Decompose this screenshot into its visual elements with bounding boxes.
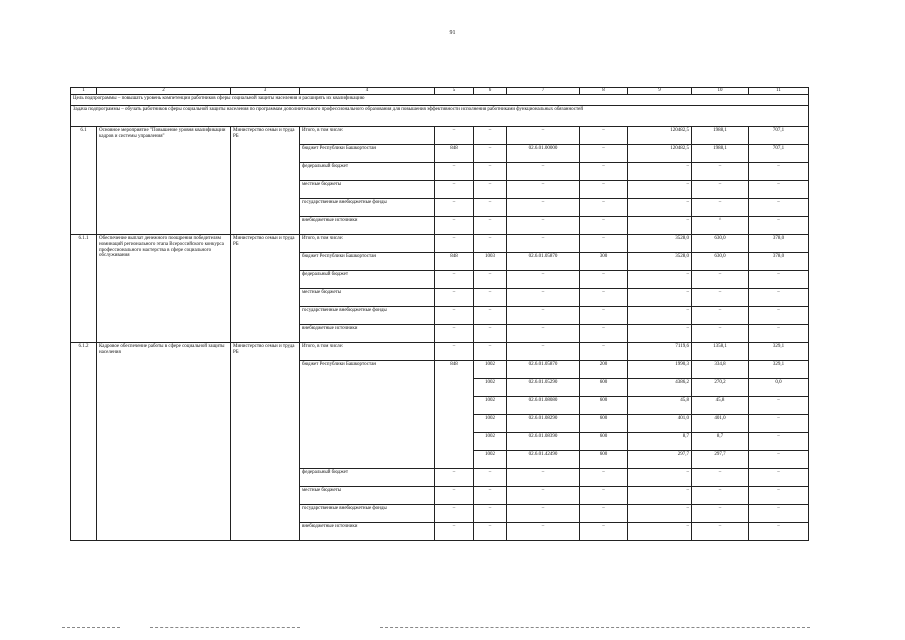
table-cell: 3528,0: [628, 253, 692, 271]
item-number: 6.1.1: [71, 235, 97, 343]
table-cell: –: [507, 235, 580, 253]
table-cell: 1002: [474, 433, 507, 451]
goal-row: [71, 95, 809, 106]
item-name: Кадровое обеспечение работы в сфере социальной защиты населения: [97, 343, 231, 541]
table-cell: 600: [580, 433, 628, 451]
table-cell: 848: [435, 145, 474, 163]
table-row: [71, 127, 809, 145]
table-cell: 120482,5: [628, 127, 692, 145]
table-cell: –: [474, 505, 507, 523]
table-cell: –: [749, 181, 809, 199]
table-cell: 630,0: [692, 235, 749, 253]
table-cell: –: [628, 181, 692, 199]
table-cell: –: [580, 523, 628, 541]
table-cell: –: [474, 523, 507, 541]
table-cell: –: [507, 307, 580, 325]
table-cell: –: [692, 325, 749, 343]
table-cell: –: [474, 199, 507, 217]
table-cell: 1990,3: [628, 361, 692, 379]
table-cell: 02.6.01.08080: [507, 397, 580, 415]
funding-source: местные бюджеты: [300, 289, 435, 307]
table-cell: –: [692, 469, 749, 487]
item-executor: Министерство семьи и труда РБ: [231, 127, 300, 235]
table-cell: –: [580, 469, 628, 487]
table-cell: –: [628, 469, 692, 487]
table-cell: –: [435, 505, 474, 523]
table-cell: –: [749, 469, 809, 487]
funding-source: местные бюджеты: [300, 487, 435, 505]
table-cell: 600: [580, 397, 628, 415]
item-number: 6.1: [71, 127, 97, 235]
table-cell: 02.6.01.05870: [507, 253, 580, 271]
table-cell: 707,1: [749, 127, 809, 145]
table-cell: –: [580, 217, 628, 235]
table-cell: –: [749, 397, 809, 415]
table-cell: –: [507, 343, 580, 361]
table-cell: –: [435, 163, 474, 181]
table-cell: 1002: [474, 361, 507, 379]
table-cell: –: [474, 487, 507, 505]
column-number: 5: [435, 88, 474, 95]
table-cell: 02.6.01.42490: [507, 451, 580, 469]
item-name: Обеспечение выплат денежного поощрения победителям номинаций регионального этапа Всероссийского конкурса профессионального мастерства в сфере социального обслуживания: [97, 235, 231, 343]
table-cell: 600: [580, 415, 628, 433]
funding-source: внебюджетные источники: [300, 325, 435, 343]
table-cell: –: [580, 145, 628, 163]
column-number: 11: [749, 88, 809, 95]
table-cell: 45,8: [692, 397, 749, 415]
column-number: 9: [628, 88, 692, 95]
table-cell: 848: [435, 361, 474, 469]
table-cell: –: [580, 307, 628, 325]
table-cell: 1003: [474, 253, 507, 271]
table-cell: 200: [580, 361, 628, 379]
funding-source: федеральный бюджет: [300, 163, 435, 181]
table-cell: –: [692, 505, 749, 523]
table-cell: –: [474, 307, 507, 325]
task-row: [71, 106, 809, 127]
table-cell: –: [580, 235, 628, 253]
program-table: [70, 87, 809, 541]
funding-source: государственные внебюджетные фонды: [300, 199, 435, 217]
table-row: [71, 343, 809, 361]
table-cell: –: [749, 505, 809, 523]
table-cell: –: [692, 307, 749, 325]
table-cell: –: [474, 343, 507, 361]
table-cell: –: [628, 505, 692, 523]
table-cell: –: [474, 469, 507, 487]
column-number: 4: [300, 88, 435, 95]
table-cell: 0,0: [749, 379, 809, 397]
table-cell: –: [749, 433, 809, 451]
table-cell: –: [692, 181, 749, 199]
table-cell: –: [749, 289, 809, 307]
table-cell: –: [580, 181, 628, 199]
table-cell: 8,7: [628, 433, 692, 451]
table-cell: –: [749, 487, 809, 505]
table-cell: –: [749, 451, 809, 469]
table-cell: –: [435, 271, 474, 289]
table-cell: –: [474, 181, 507, 199]
table-cell: –: [507, 127, 580, 145]
table-cell: 4386,2: [628, 379, 692, 397]
table-cell: –: [580, 163, 628, 181]
table-cell: 45,8: [628, 397, 692, 415]
table-cell: 02.6.01.08290: [507, 415, 580, 433]
table-cell: –: [749, 415, 809, 433]
table-cell: –: [435, 127, 474, 145]
table-cell: 378,0: [749, 235, 809, 253]
table-cell: 270,2: [692, 379, 749, 397]
table-cell: 329,1: [749, 343, 809, 361]
table-cell: 600: [580, 379, 628, 397]
table-cell: –: [628, 523, 692, 541]
table-cell: –: [507, 325, 580, 343]
table-cell: –: [435, 487, 474, 505]
table-cell: –: [474, 325, 507, 343]
table-cell: 848: [435, 253, 474, 271]
table-cell: 378,0: [749, 253, 809, 271]
table-cell: –: [749, 271, 809, 289]
table-cell: –: [749, 217, 809, 235]
column-number: 2: [97, 88, 231, 95]
table-cell: –: [435, 199, 474, 217]
table-cell: –: [507, 289, 580, 307]
goal-text: Цель подпрограммы – повышать уровень компетенции работников сферы социальной защиты населения и расширять их квалификацию: [71, 95, 809, 106]
table-cell: 02.6.01.00000: [507, 145, 580, 163]
table-cell: –: [749, 307, 809, 325]
table-cell: 1988,1: [692, 127, 749, 145]
table-cell: 1002: [474, 379, 507, 397]
table-cell: 297,7: [628, 451, 692, 469]
item-executor: Министерство семьи и труда РБ: [231, 343, 300, 541]
table-cell: 1002: [474, 451, 507, 469]
table-cell: 401,0: [628, 415, 692, 433]
funding-source: государственные внебюджетные фонды: [300, 505, 435, 523]
table-cell: –: [628, 217, 692, 235]
table-cell: –: [474, 289, 507, 307]
table-cell: 1002: [474, 415, 507, 433]
table-cell: –: [435, 523, 474, 541]
funding-source: бюджет Республики Башкортостан: [300, 361, 435, 469]
page-number: 91: [449, 30, 456, 36]
task-text: Задача подпрограммы – обучать работников сферы социальной защиты населения по программам дополнительного профессионального образования для повышения эффективности исполнения работниками функциональных обязанностей: [71, 106, 809, 127]
table-cell: –: [628, 271, 692, 289]
table-cell: –: [580, 289, 628, 307]
item-name: Основное мероприятие "Повышение уровня квалификации кадров и системы управления": [97, 127, 231, 235]
table-cell: –: [692, 271, 749, 289]
table-cell: –: [507, 487, 580, 505]
table-cell: 297,7: [692, 451, 749, 469]
table-cell: –: [692, 163, 749, 181]
table-cell: –: [692, 487, 749, 505]
table-cell: ^: [692, 217, 749, 235]
table-cell: –: [692, 523, 749, 541]
table-cell: 630,0: [692, 253, 749, 271]
table-cell: –: [580, 505, 628, 523]
table-cell: –: [507, 505, 580, 523]
table-cell: –: [580, 271, 628, 289]
table-cell: –: [435, 307, 474, 325]
table-cell: –: [474, 163, 507, 181]
table-cell: –: [507, 163, 580, 181]
table-cell: 600: [580, 451, 628, 469]
table-row: [71, 235, 809, 253]
table-cell: –: [435, 343, 474, 361]
table-cell: –: [474, 145, 507, 163]
header-row: [71, 88, 809, 95]
column-number: 1: [71, 88, 97, 95]
table-cell: –: [580, 343, 628, 361]
table-cell: –: [474, 217, 507, 235]
table-cell: 7119,6: [628, 343, 692, 361]
footer-rule: [150, 627, 300, 628]
table-cell: –: [628, 325, 692, 343]
table-cell: –: [474, 235, 507, 253]
table-cell: 3528,0: [628, 235, 692, 253]
table-cell: –: [692, 199, 749, 217]
table-cell: –: [435, 469, 474, 487]
table-cell: –: [628, 289, 692, 307]
table-cell: –: [628, 307, 692, 325]
table-cell: –: [435, 325, 474, 343]
table-cell: –: [507, 199, 580, 217]
table-cell: 329,1: [749, 361, 809, 379]
table-cell: –: [580, 487, 628, 505]
table-cell: 1002: [474, 397, 507, 415]
funding-source: федеральный бюджет: [300, 271, 435, 289]
table-cell: 1988,1: [692, 145, 749, 163]
funding-source: бюджет Республики Башкортостан: [300, 253, 435, 271]
table-cell: –: [507, 271, 580, 289]
funding-source: Итого, в том числе:: [300, 343, 435, 361]
column-number: 8: [580, 88, 628, 95]
funding-source: внебюджетные источники: [300, 217, 435, 235]
table-cell: –: [628, 487, 692, 505]
table-cell: 707,1: [749, 145, 809, 163]
table-cell: –: [580, 325, 628, 343]
funding-source: бюджет Республики Башкортостан: [300, 145, 435, 163]
column-number: 3: [231, 88, 300, 95]
table-cell: –: [507, 469, 580, 487]
column-number: 7: [507, 88, 580, 95]
table-cell: 02.6.01.05290: [507, 379, 580, 397]
table-cell: –: [580, 199, 628, 217]
table-cell: –: [474, 271, 507, 289]
funding-source: Итого, в том числе:: [300, 235, 435, 253]
table-cell: 120482,5: [628, 145, 692, 163]
table-cell: 401,0: [692, 415, 749, 433]
table-cell: –: [435, 289, 474, 307]
table-cell: –: [507, 217, 580, 235]
table-cell: –: [749, 325, 809, 343]
table-cell: –: [749, 523, 809, 541]
footer-rule: [62, 627, 120, 628]
table-cell: –: [435, 181, 474, 199]
item-executor: Министерство семьи и труда РБ: [231, 235, 300, 343]
table-cell: –: [692, 289, 749, 307]
column-number: 6: [474, 88, 507, 95]
table-cell: –: [580, 127, 628, 145]
table-cell: –: [628, 163, 692, 181]
table-cell: –: [474, 127, 507, 145]
table-cell: –: [749, 163, 809, 181]
funding-source: Итого, в том числе:: [300, 127, 435, 145]
funding-source: внебюджетные источники: [300, 523, 435, 541]
table-cell: –: [749, 199, 809, 217]
column-number: 10: [692, 88, 749, 95]
footer-rule: [380, 627, 810, 628]
table-cell: –: [507, 181, 580, 199]
table-cell: 02.6.01.05870: [507, 361, 580, 379]
funding-source: местные бюджеты: [300, 181, 435, 199]
table-cell: 300: [580, 253, 628, 271]
table-cell: 1358,1: [692, 343, 749, 361]
table-cell: 8,7: [692, 433, 749, 451]
item-number: 6.1.2: [71, 343, 97, 541]
table-cell: –: [435, 217, 474, 235]
funding-source: государственные внебюджетные фонды: [300, 307, 435, 325]
funding-source: федеральный бюджет: [300, 469, 435, 487]
table-cell: –: [435, 235, 474, 253]
table-cell: 334,8: [692, 361, 749, 379]
table-cell: –: [628, 199, 692, 217]
table-cell: –: [507, 523, 580, 541]
table-cell: 02.6.01.08390: [507, 433, 580, 451]
